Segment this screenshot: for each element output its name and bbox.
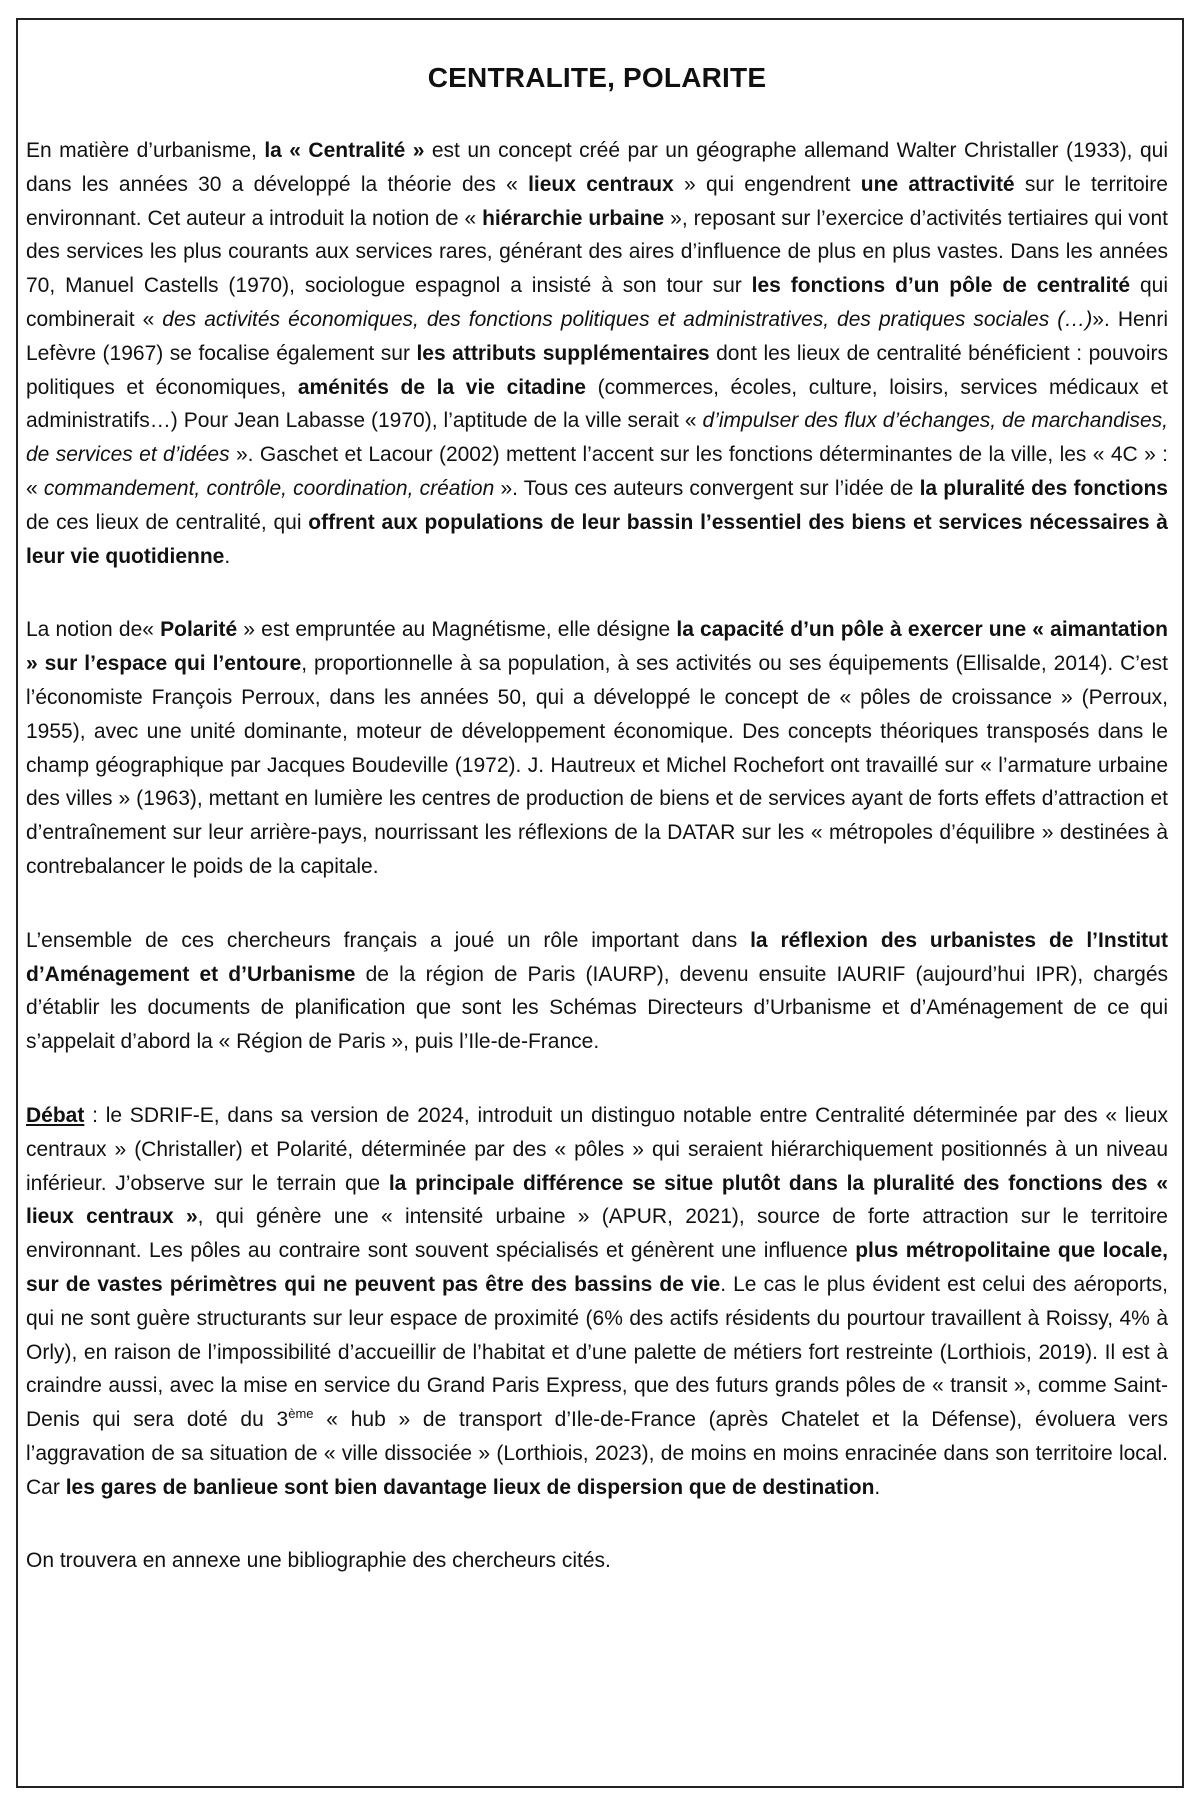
text-run: L’ensemble de ces chercheurs français a joué un rôle important dans — [26, 928, 751, 952]
text-run: dont les lieux de centralité bénéficient : pouvoirs politiques et économiques, — [26, 341, 1168, 399]
text-run: qui combinerait « — [26, 274, 1168, 331]
text-run: est un concept créé par un géographe allemand Walter Christaller (1933), qui dans les années 30 a développé la théorie des « — [26, 139, 1169, 196]
text-run: : le SDRIF-E, dans sa version de 2024, introduit un distinguo notable entre Centralité déterminée par des « lieux centraux » (Christaller) et Polarité, déterminée par des « pôles » qui seraient hiérarchiquement positionnés à un niveau inférieur. J’observe sur le terrain que — [26, 1103, 1168, 1195]
text-run: la principale différence se situe plutôt dans la pluralité des fonctions des « lieux centraux » — [26, 1171, 1169, 1229]
text-run: » qui engendrent — [673, 172, 861, 196]
text-run: Polarité — [160, 618, 238, 642]
text-run: En matière d’urbanisme, — [26, 139, 265, 162]
text-run: de ces lieux de centralité, qui — [26, 510, 309, 534]
text-run: aménités de la vie citadine — [297, 375, 586, 399]
text-run: de la région de Paris (IAURP), devenu ensuite IAURIF (aujourd’hui IPR), chargés d’établir les documents de planification que sont les Schémas Directeurs d’Urbanisme et d’Aménagement de ce qui s’appelait d’abord la « Région de Paris », puis l’Ile-de-France. — [26, 962, 1169, 1054]
paragraph-chercheurs — [26, 924, 1168, 1059]
text-run: plus métropolitaine que locale, sur de vastes périmètres qui ne peuvent pas être des bassins de vie — [26, 1239, 1168, 1296]
text-run: ». Tous ces auteurs convergent sur l’idée de — [494, 476, 920, 500]
paragraph-polarite — [26, 613, 1168, 883]
document-body — [26, 62, 1168, 1618]
text-run: (commerces, écoles, culture, loisirs, services médicaux et administratifs…) Pour Jean Labasse (1970), l’aptitude de la ville serait « — [26, 375, 1168, 433]
text-run: . Le cas le plus évident est celui des aéroports, qui ne sont guère structurants sur leur espace de proximité (6% des actifs résidents du pourtour travaillent à Roissy, 4% à Orly), en raison de l’impossibilité d’accueillir de l’habitat et d’une palette de métiers fort restreinte (Lorthiois, 2019). Il est à craindre aussi, avec la mise en service du Grand Paris Express, que des futurs grands pôles de « transit », comme Saint-Denis qui sera doté du 3 — [26, 1272, 1168, 1432]
text-run: . — [874, 1475, 881, 1499]
text-run: les attributs supplémentaires — [416, 341, 710, 365]
text-run: lieux centraux — [528, 172, 674, 196]
text-run: , proportionnelle à sa population, à ses activités ou ses équipements (Ellisalde, 2014). C’est l’économiste François Perroux, dans les années 50, qui a développé le concept de « pôles de croissance » (Perroux, 1955), avec une unité dominante, moteur de développement économique. Des concepts théoriques transposés dans le champ géographique par Jacques Boudeville (1972). J. Hautreux et Michel Rochefort ont travaillé sur « l’armature urbaine des villes » (1963), mettant en lumière les centres de production de biens et de services ayant de forts effets d’attraction et d’entraînement sur leur arrière-pays, nourrissant les réflexions de la DATAR sur les « métropoles d’équilibre » destinées à contrebalancer le poids de la capitale. — [26, 652, 1168, 878]
text-run: les gares de banlieue sont bien davantage lieux de dispersion que de destination — [65, 1475, 875, 1499]
text-run: . — [224, 544, 231, 568]
text-run: les fonctions d’un pôle de centralité — [751, 274, 1131, 298]
text-run: sur le territoire environnant. Cet auteur a introduit la notion de « — [26, 172, 1168, 230]
text-run: la capacité d’un pôle à exercer une « aimantation » sur l’espace qui l’entoure — [26, 618, 1168, 676]
paragraph-annexe — [26, 1544, 1168, 1578]
text-run: la réflexion des urbanistes de l’Institut d’Aménagement et d’Urbanisme — [26, 928, 1168, 986]
document-title: CENTRALITE, POLARITE — [427, 62, 767, 93]
text-run: une attractivité — [860, 172, 1015, 196]
text-run: », reposant sur l’exercice d’activités tertiaires qui vont des services les plus courants aux services rares, générant des aires d’influence de plus en plus vastes. Dans les années 70, Manuel Castells (1970), sociologue espagnol a insisté à son tour sur — [26, 206, 1168, 298]
text-run: « hub » de transport d’Ile-de-France (après Chatelet et la Défense), évoluera vers l’aggravation de sa situation de « ville dissociée » (Lorthiois, 2023), de moins en moins enracinée dans son territoire local. Car — [26, 1408, 1168, 1499]
paragraph-centralite — [26, 134, 1168, 573]
text-run: , qui génère une « intensité urbaine » (APUR, 2021), source de forte attraction sur le territoire environnant. Les pôles au contraire sont souvent spécialisés et génèrent une influence — [26, 1205, 1168, 1263]
text-run: ème — [288, 1406, 314, 1422]
text-run: » est empruntée au Magnétisme, elle désigne — [237, 618, 677, 642]
text-run: hiérarchie urbaine — [482, 206, 665, 230]
text-run: commandement, contrôle, coordination, création — [43, 476, 495, 500]
text-run: des activités économiques, des fonctions politiques et administratives, des pratiques sociales (…) — [162, 307, 1093, 331]
paragraph-debat — [26, 1099, 1168, 1505]
text-run: la « Centralité » — [264, 139, 425, 162]
text-run: On trouvera en annexe une bibliographie des chercheurs cités. — [26, 1549, 611, 1573]
text-run: la pluralité des fonctions — [919, 476, 1168, 500]
text-run: La notion de« — [26, 618, 161, 642]
text-run: offrent aux populations de leur bassin l’essentiel des biens et services nécessaires à leur vie quotidienne — [26, 510, 1168, 568]
text-run: Débat — [26, 1103, 85, 1127]
text-run: d’impulser des flux d’échanges, de marchandises, de services et d’idées — [26, 409, 1168, 467]
text-run: ». Henri Lefèvre (1967) se focalise également sur — [26, 307, 1168, 365]
text-run: ». Gaschet et Lacour (2002) mettent l’accent sur les fonctions déterminantes de la ville, les « 4C » : « — [26, 443, 1168, 500]
